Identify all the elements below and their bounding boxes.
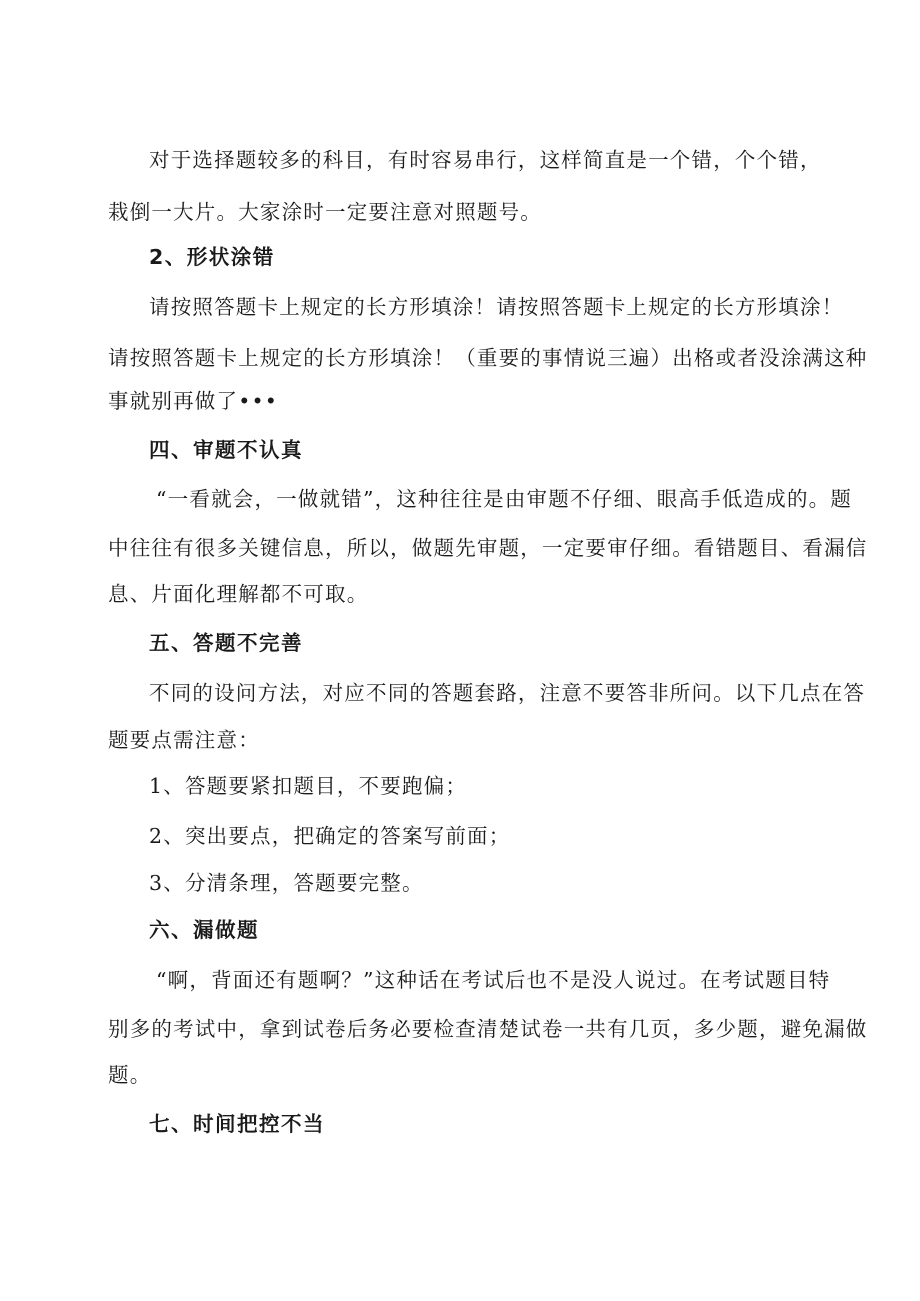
section-heading-4: 四、审题不认真 xyxy=(149,438,303,462)
section-heading-5: 五、答题不完善 xyxy=(149,631,303,655)
paragraph-line: 请按照答题卡上规定的长方形填涂！请按照答题卡上规定的长方形填涂！ xyxy=(149,295,844,319)
section-heading-7: 七、时间把控不当 xyxy=(149,1112,325,1136)
paragraph-line: 息、片面化理解都不可取。 xyxy=(108,582,369,606)
paragraph-line: 题要点需注意： xyxy=(108,728,260,752)
paragraph-line: 题。 xyxy=(108,1063,152,1087)
paragraph-line: 不同的设问方法，对应不同的答题套路，注意不要答非所问。以下几点在答 xyxy=(149,681,866,705)
paragraph-line: 请按照答题卡上规定的长方形填涂！（重要的事情说三遍）出格或者没涂满这种 xyxy=(108,346,868,370)
list-item: 2、突出要点，把确定的答案写前面； xyxy=(149,824,511,848)
paragraph-line: 对于选择题较多的科目，有时容易串行，这样简直是一个错，个个错， xyxy=(149,148,822,172)
list-item: 3、分清条理，答题要完整。 xyxy=(149,871,424,895)
paragraph-line: 中往往有很多关键信息，所以，做题先审题，一定要审仔细。看错题目、看漏信 xyxy=(108,536,868,560)
paragraph-line: 别多的考试中，拿到试卷后务必要检查清楚试卷一共有几页，多少题，避免漏做 xyxy=(108,1017,868,1041)
paragraph-line: “一看就会，一做就错”，这种往往是由审题不仔细、眼高手低造成的。题 xyxy=(156,487,853,511)
paragraph-line: 事就别再做了••• xyxy=(108,389,279,413)
paragraph-line: 栽倒一大片。大家涂时一定要注意对照题号。 xyxy=(108,200,542,224)
section-heading-shape-error: 2、形状涂错 xyxy=(149,245,275,269)
list-item: 1、答题要紧扣题目，不要跑偏； xyxy=(149,774,468,798)
section-heading-6: 六、漏做题 xyxy=(149,918,259,942)
paragraph-line: “啊，背面还有题啊？”这种话在考试后也不是没人说过。在考试题目特 xyxy=(156,968,831,992)
